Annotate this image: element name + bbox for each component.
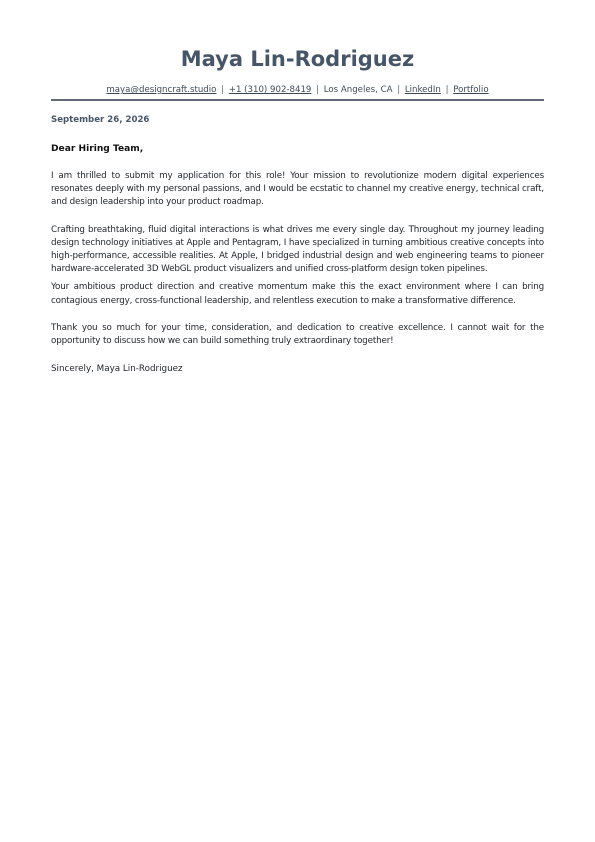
phone-link[interactable]: +1 (310) 902-8419 (228, 85, 312, 95)
body-paragraph-4: Thank you so much for your time, consideration, and dedication to creative excellence. I cannot wait for the opportunity to discuss how we can build something truly extraordinary together! (51, 322, 544, 347)
contact-separator: | (445, 85, 449, 95)
contact-separator: | (397, 85, 401, 95)
body-paragraph-1: I am thrilled to submit my application for this role! Your mission to revolutionize modern digital experiences resonates deeply with my personal passions, and I would be ecstatic to channel my creative energy, technical craft, and design leadership into your product roadmap. (51, 171, 544, 208)
header-divider (51, 99, 544, 101)
linkedin-link[interactable]: LinkedIn (404, 85, 441, 95)
location-text: Los Angeles, CA (323, 85, 393, 95)
contact-separator: | (221, 85, 225, 95)
body-paragraph-3: Your ambitious product direction and creative momentum make this the exact environment where I can bring contagious energy, cross-functional leadership, and relentless execution to make a transformative difference. (51, 282, 544, 306)
body-paragraph-2: Crafting breathtaking, fluid digital interactions is what drives me every single day. Throughout my journey leading design technology initiatives at Apple and Pentagram, I have specialized in turning ambitious creative concepts into high-performance, accessible realities. At Apple, I bridged industrial design and web engineering teams to pioneer hardware-accelerated 3D WebGL product visualizers and unified cross-platform design token pipelines. (51, 224, 544, 275)
contact-separator: | (316, 85, 320, 95)
contact-line (51, 84, 544, 96)
portfolio-link[interactable]: Portfolio (453, 85, 489, 95)
applicant-name: Maya Lin-Rodriguez (180, 47, 415, 71)
email-link[interactable]: maya@designcraft.studio (106, 85, 217, 95)
letter-date: September 26, 2026 (51, 115, 150, 125)
letter-closing: Sincerely, Maya Lin-Rodriguez (51, 364, 183, 375)
letter-greeting: Dear Hiring Team, (51, 144, 144, 154)
